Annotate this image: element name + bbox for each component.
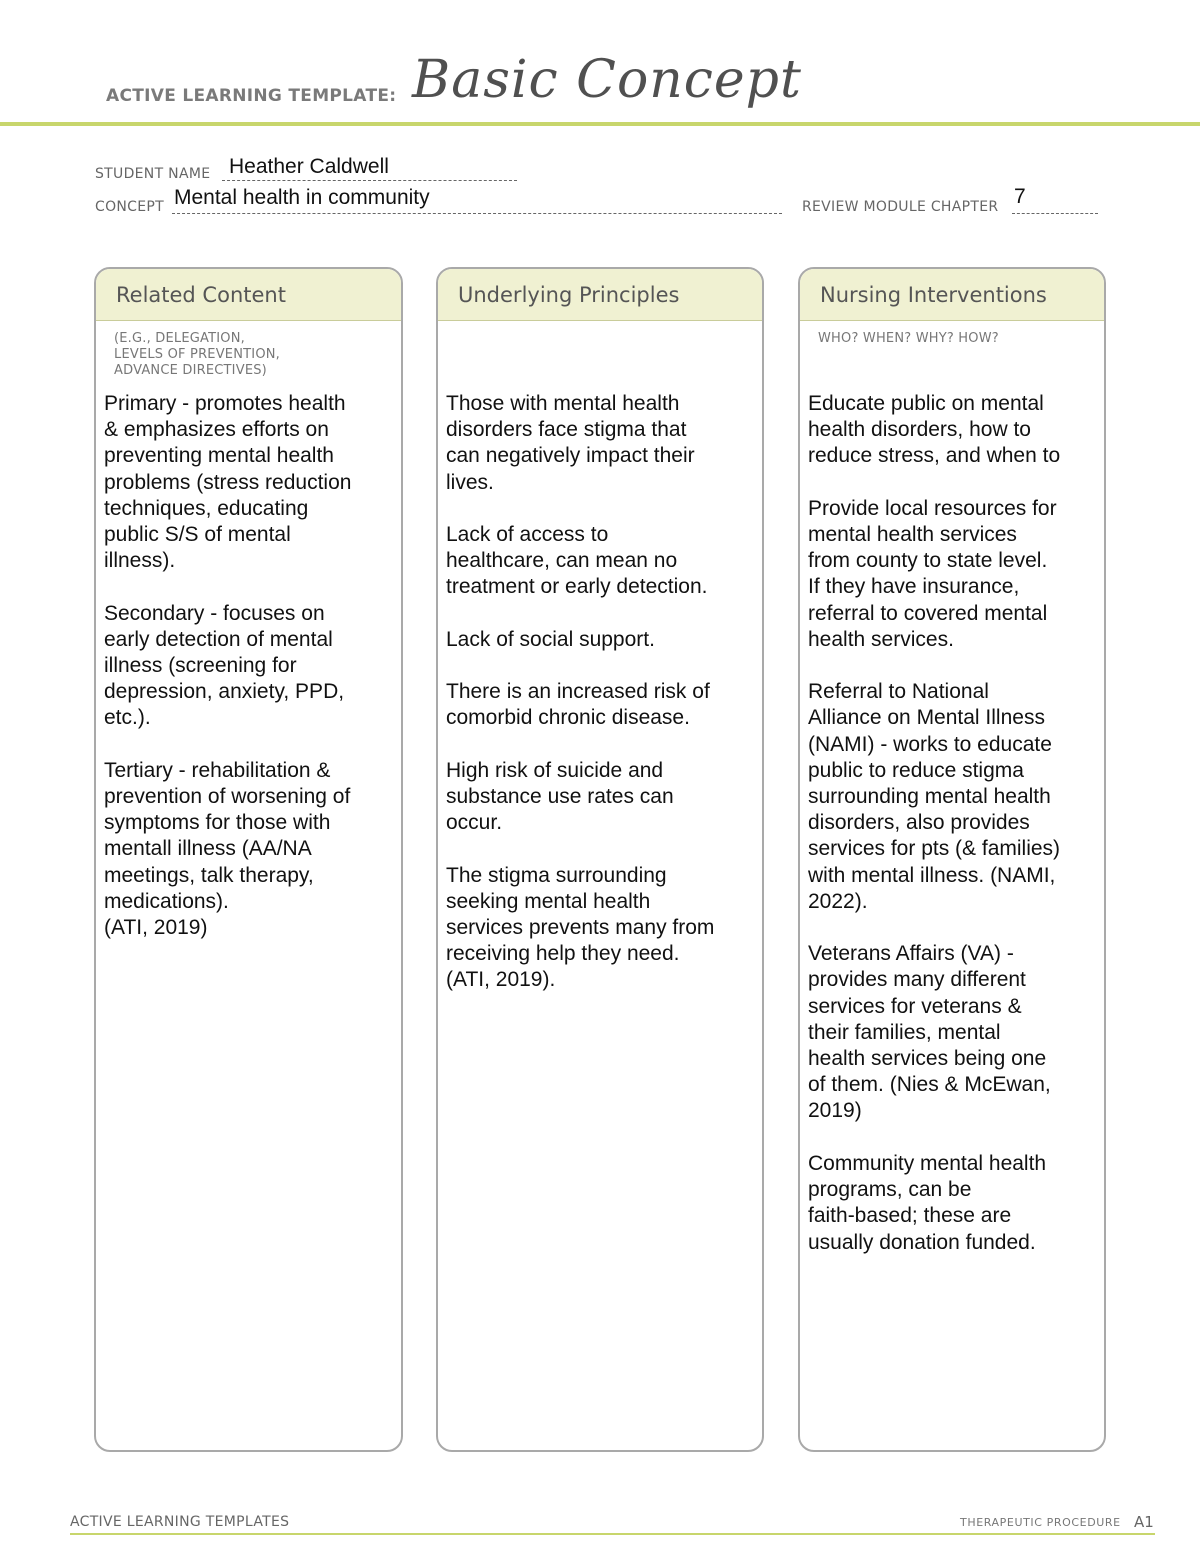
concept-field[interactable]: Mental health in community [174,186,430,209]
header-divider [0,122,1200,126]
footer-divider [70,1533,1155,1535]
footer-page-number: A1 [1134,1513,1154,1531]
chapter-line [1012,213,1098,214]
nursing-interventions-text[interactable]: Educate public on mental health disorders, how to reduce stress, and when to Provide local resources for mental health services from county to state level. If they have insurance, referral to covered mental health services. Referral to National Alliance on Mental Illness (NAMI) - works to educate public to reduce stigma surrounding mental health disorders, also provides services for pts (& families) with mental illness. (NAMI, 2022). Veterans Affairs (VA) - provides many different services for veterans & their families, mental health services being one of them. (Nies & McEwan, 2019) Community mental health programs, can be faith-based; these are usually donation funded. [808,392,1061,1254]
nursing-interventions-header: Nursing Interventions [800,269,1104,321]
student-name-line [222,180,517,181]
chapter-field[interactable]: 7 [1014,185,1026,208]
concept-label: CONCEPT [95,199,164,215]
footer-left-label: ACTIVE LEARNING TEMPLATES [70,1514,290,1530]
concept-line [172,213,782,214]
related-content-header: Related Content [96,269,401,321]
underlying-principles-panel [436,267,764,1452]
underlying-principles-text[interactable]: Those with mental health disorders face stigma that can negatively impact their lives. Lack of access to healthcare, can mean no treatment or early detection. Lack of social support. There is an increased risk of comorbid chronic disease. High risk of suicide and substance use rates can occur. The stigma surrounding seeking mental health services prevents many from receiving help they need. (ATI, 2019). [446,392,715,992]
footer-right-label: THERAPEUTIC PROCEDURE [960,1516,1121,1529]
related-content-text[interactable]: Primary - promotes health & emphasizes efforts on preventing mental health problems (stress reduction techniques, educating public S/S of mental illness). Secondary - focuses on early detection of mental illness (screening for depression, anxiety, PPD, etc.). Tertiary - rehabilitation & prevention of worsening of symptoms for those with mentall illness (AA/NA meetings, talk therapy, medications). (ATI, 2019) [104,392,352,940]
page-title: Basic Concept [412,50,802,110]
student-name-field[interactable]: Heather Caldwell [229,155,389,178]
nursing-interventions-panel [798,267,1106,1452]
related-content-panel [94,267,403,1452]
chapter-label: REVIEW MODULE CHAPTER [802,199,999,215]
underlying-principles-header: Underlying Principles [438,269,762,321]
student-name-label: STUDENT NAME [95,166,211,182]
header-label: ACTIVE LEARNING TEMPLATE: [106,86,397,106]
related-content-hint: (E.G., DELEGATION, LEVELS OF PREVENTION, ADVANCE DIRECTIVES) [114,331,281,378]
nursing-interventions-hint: WHO? WHEN? WHY? HOW? [818,331,999,346]
